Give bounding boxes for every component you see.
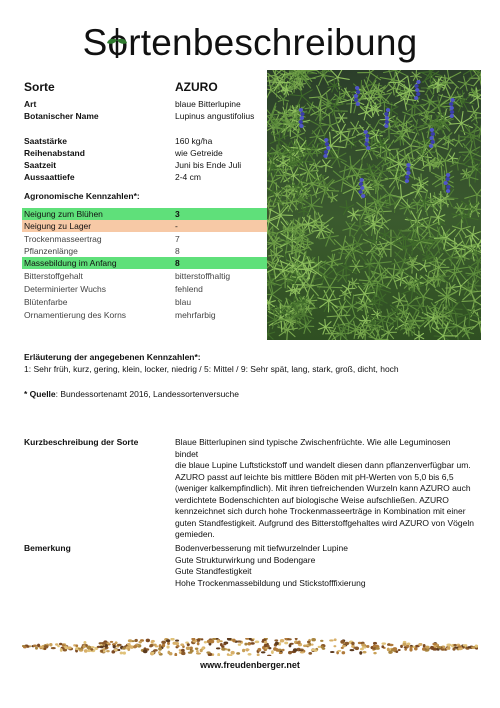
agro-row-ornamentierung (22, 309, 267, 321)
info-label: Art (24, 99, 37, 109)
agro-value: 7 (175, 234, 180, 244)
info-row-saatzeit (22, 159, 267, 171)
source-label: * Quelle (24, 389, 56, 399)
description-line: verdichtete Bodenschichten auf biologische Weise aufschließen. AZURO (175, 494, 449, 505)
logo-o (107, 22, 128, 64)
sorte-label: Sorte (24, 80, 55, 94)
agro-row-neigung-lager (22, 220, 267, 232)
info-row-botanischer-name (22, 110, 267, 122)
agro-label: Neigung zum Blühen (24, 209, 103, 219)
agro-row-neigung-bluehen (22, 208, 267, 220)
footer-website: www.freudenberger.net (200, 660, 300, 670)
agro-row-bluetenfarbe (22, 296, 267, 308)
info-label: Aussaattiefe (24, 172, 75, 182)
agro-value: mehrfarbig (175, 310, 216, 320)
title-part-1: S (82, 22, 108, 63)
description-line: AZURO passt auf leichte bis mittlere Böden mit pH-Werten von 5,0 bis 6,5 (175, 471, 454, 482)
description-label: Kurzbeschreibung der Sorte (24, 437, 139, 447)
source-line (24, 389, 239, 401)
agro-row-trockenmasseertrag (22, 233, 267, 245)
agro-row-pflanzenlaenge (22, 245, 267, 257)
info-label: Saatzeit (24, 160, 57, 170)
source-text: : Bundessortenamt 2016, Landessortenversuche (55, 389, 239, 399)
agro-label: Neigung zu Lager (24, 221, 92, 231)
agro-value: 8 (175, 246, 180, 256)
agro-label: Massebildung im Anfang (24, 258, 117, 268)
lupine-plant-photo (267, 70, 481, 340)
info-value: 160 kg/ha (175, 136, 213, 146)
description-line: guten Standfestigkeit. Aufgrund des Bitterstoffgehaltes wird AZURO von Vögeln (175, 517, 474, 528)
seed-strip-image (22, 638, 478, 656)
agro-value: 8 (175, 258, 180, 268)
agro-value: fehlend (175, 284, 203, 294)
remarks-line: Gute Strukturwirkung und Bodengare (175, 554, 316, 565)
title-part-2: rtenbeschreibung (128, 22, 418, 63)
description-line: (weniger kalkempfindlich). Mit ihren tiefreichenden Wurzeln kann AZURO auch (175, 483, 471, 493)
agro-label: Blütenfarbe (24, 297, 68, 307)
remarks-text (175, 543, 475, 589)
sorte-value: AZURO (175, 80, 218, 94)
description-line: Blaue Bitterlupinen sind typische Zwischenfrüchte. Wie alle Leguminosen bindet (175, 437, 451, 459)
agro-label: Trockenmasseertrag (24, 234, 102, 244)
agro-label: Pflanzenlänge (24, 246, 78, 256)
remarks-label: Bemerkung (24, 543, 71, 553)
remarks-line: Hohe Trockenmassebildung und Stickstofffixierung (175, 577, 366, 588)
info-label: Saatstärke (24, 136, 68, 146)
description-line: gemieden. (175, 529, 215, 539)
agro-row-bitterstoffgehalt (22, 270, 267, 282)
agro-heading: Agronomische Kennzahlen*: (24, 191, 140, 201)
info-value: wie Getreide (175, 148, 223, 158)
page-title (0, 22, 500, 64)
info-value: Lupinus angustifolius (175, 111, 255, 121)
agro-value: blau (175, 297, 192, 307)
agro-value: - (175, 221, 178, 231)
agro-value: bitterstoffhaltig (175, 271, 231, 281)
info-row-art (22, 98, 267, 110)
info-row-saatstaerke (22, 135, 267, 147)
info-value: Juni bis Ende Juli (175, 160, 242, 170)
agro-value: 3 (175, 209, 180, 219)
info-label: Reihenabstand (24, 148, 85, 158)
agro-row-determinierter-wuchs (22, 283, 267, 295)
info-label: Botanischer Name (24, 111, 99, 121)
info-value: blaue Bitterlupine (175, 99, 241, 109)
agro-row-massebildung (22, 257, 267, 269)
description-line: die blaue Lupine Luftstickstoff und wandelt diesen dann pflanzenverfügbar um. (175, 460, 471, 470)
agro-label: Bitterstoffgehalt (24, 271, 83, 281)
info-row-aussaattiefe (22, 171, 267, 183)
remarks-line: Bodenverbesserung mit tiefwurzelnder Lupine (175, 543, 348, 553)
legend-heading: Erläuterung der angegebenen Kennzahlen*: (24, 352, 201, 362)
info-row-reihenabstand (22, 147, 267, 159)
description-text (175, 437, 475, 541)
info-value: 2-4 cm (175, 172, 201, 182)
agro-label: Ornamentierung des Korns (24, 310, 127, 320)
description-line: kennzeichnet sich durch hohe Trockenmasseerträge in Kombination mit einer (175, 506, 466, 516)
remarks-line: Gute Standfestigkeit (175, 566, 252, 576)
agro-label: Determinierter Wuchs (24, 284, 107, 294)
legend-text: 1: Sehr früh, kurz, gering, klein, locker, niedrig / 5: Mittel / 9: Sehr spät, lang, stark, groß, dicht, hoch (24, 364, 399, 374)
leaf-logo-icon (104, 28, 130, 58)
